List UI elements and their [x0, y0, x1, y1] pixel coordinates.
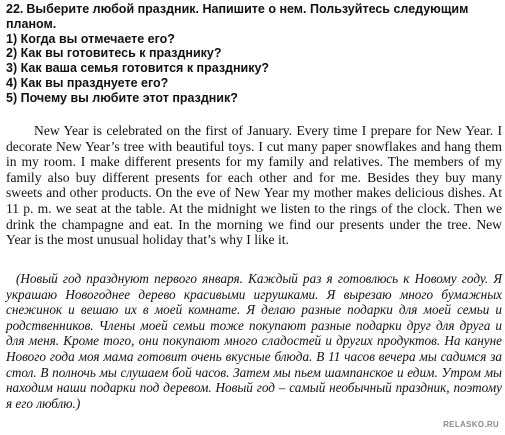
- question-item: [6, 32, 502, 47]
- question-number: 2): [6, 46, 18, 61]
- russian-translation-paragraph: (Новый год празднуют первого января. Каждый раз я готовлюсь к Новому году. Я украшаю Новогоднее дерево красивыми игрушками. Я вырезаю много бумажных снежинок и вешаю их в моей комнате. Я делаю разные подарки для моей семьи и родственников. Члены моей семьи тоже покупают разные подарки друг для друга и для меня. Кроме того, они покупают много сладостей и других продуктов. На кануне Нового года моя мама готовит очень вкусные блюда. В 11 часов вечера мы садимся за стол. В полночь мы слушаем бой часов. Затем мы пьем шампанское и едим. Утром мы находим наши подарки под деревом. Новый год – самый необычный праздник, поэтому я его люблю.): [6, 271, 502, 411]
- question-number: 3): [6, 61, 18, 76]
- question-number: 4): [6, 75, 18, 90]
- question-text: Как ваша семья готовится к празднику?: [20, 61, 270, 76]
- question-text: Когда вы отмечаете его?: [20, 31, 175, 46]
- question-item: [6, 76, 502, 91]
- question-text: Почему вы любите этот праздник?: [20, 90, 238, 105]
- task-heading: [6, 2, 502, 32]
- question-list: [6, 32, 502, 106]
- question-item: [6, 46, 502, 61]
- question-item: [6, 91, 502, 106]
- question-number: 1): [6, 31, 18, 46]
- task-block: [6, 2, 502, 106]
- english-answer-paragraph: New Year is celebrated on the first of January. Every time I prepare for New Year. I decorate New Year’s tree with beautiful toys. I cut many paper snowflakes and hang them in my room. I make different presents for my family and relatives. The members of my family also buy different presents for each other and for me. Besides they buy many sweets and other products. On the eve of New Year my mother makes delicious dishes. At 11 p. m. we seat at the table. At the midnight we listen to the rings of the clock. Then we drink the champagne and eat. In the morning we find our presents under the tree. New Year is the most unusual holiday that’s why I like it.: [6, 123, 502, 248]
- question-text: Как вы готовитесь к празднику?: [20, 46, 222, 61]
- question-text: Как вы празднуете его?: [20, 75, 169, 90]
- task-number: 22.: [6, 2, 24, 16]
- site-watermark: RELASKO.RU: [443, 420, 499, 429]
- task-title: Выберите любой праздник. Напишите о нем. Пользуйтесь следующим планом.: [6, 2, 469, 31]
- question-item: [6, 61, 502, 76]
- question-number: 5): [6, 90, 18, 105]
